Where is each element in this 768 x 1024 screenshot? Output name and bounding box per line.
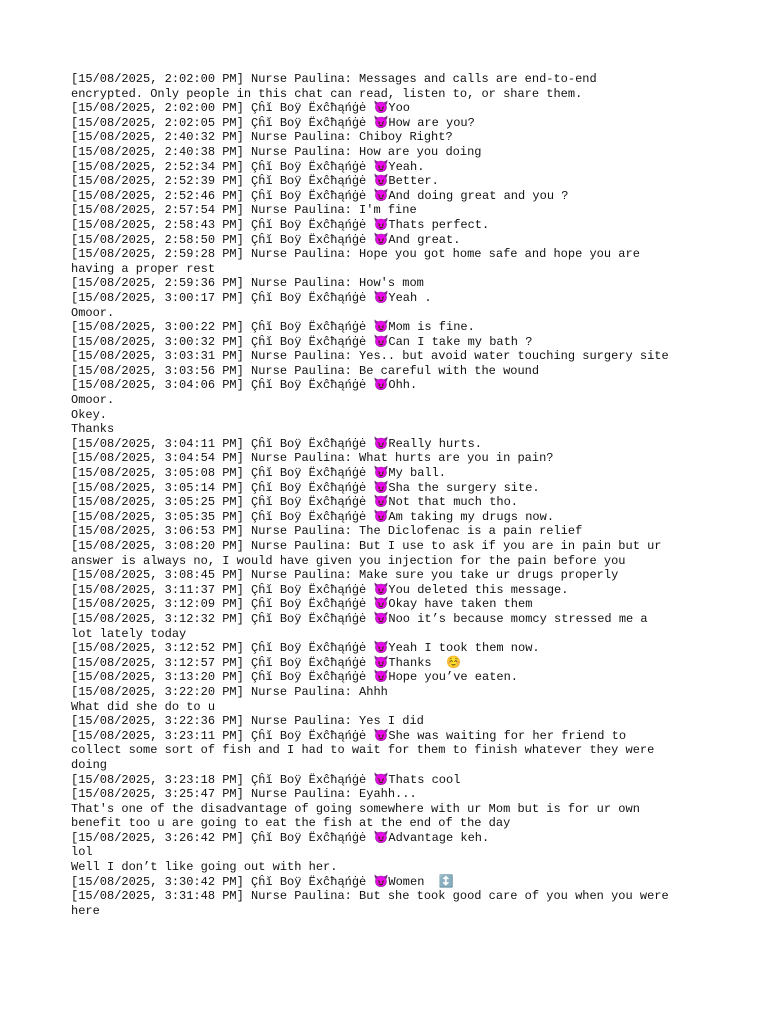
transcript-line: That's one of the disadvantage of going somewhere with ur Mom but is for ur own <box>71 801 640 816</box>
transcript-line: [15/08/2025, 3:23:18 PM] Çĥĭ Boÿ Ëxĉħąńġė 😈Thats cool <box>71 772 461 787</box>
transcript-line: [15/08/2025, 3:11:37 PM] Çĥĭ Boÿ Ëxĉħąńġė 😈You deleted this message. <box>71 582 569 597</box>
chat-transcript <box>71 72 711 918</box>
transcript-line: [15/08/2025, 3:03:31 PM] Nurse Paulina: Yes.. but avoid water touching surgery site <box>71 349 669 364</box>
transcript-line: [15/08/2025, 3:04:54 PM] Nurse Paulina: What hurts are you in pain? <box>71 451 554 466</box>
transcript-line: [15/08/2025, 3:00:17 PM] Çĥĭ Boÿ Ëxĉħąńġė 😈Yeah . <box>71 290 432 305</box>
transcript-line: here <box>71 903 100 918</box>
transcript-line: [15/08/2025, 3:00:32 PM] Çĥĭ Boÿ Ëxĉħąńġė 😈Can I take my bath ? <box>71 334 533 349</box>
transcript-line: lot lately today <box>71 626 187 641</box>
transcript-line: [15/08/2025, 2:52:34 PM] Çĥĭ Boÿ Ëxĉħąńġė 😈Yeah. <box>71 159 425 174</box>
transcript-line: [15/08/2025, 3:03:56 PM] Nurse Paulina: Be careful with the wound <box>71 363 540 378</box>
transcript-line: [15/08/2025, 2:58:43 PM] Çĥĭ Boÿ Ëxĉħąńġė 😈Thats perfect. <box>71 217 490 232</box>
transcript-line: benefit too u are going to eat the fish at the end of the day <box>71 816 511 831</box>
transcript-line: [15/08/2025, 3:23:11 PM] Çĥĭ Boÿ Ëxĉħąńġė 😈She was waiting for her friend to <box>71 728 627 743</box>
transcript-line: Okey. <box>71 407 108 422</box>
transcript-line: [15/08/2025, 2:40:38 PM] Nurse Paulina: How are you doing <box>71 144 482 159</box>
transcript-line: What did she do to u <box>71 699 216 714</box>
transcript-line: Thanks <box>71 422 115 437</box>
transcript-line: answer is always no, I would have given you injection for the pain before you <box>71 553 626 568</box>
transcript-line: Omoor. <box>71 393 115 408</box>
transcript-line: [15/08/2025, 3:04:06 PM] Çĥĭ Boÿ Ëxĉħąńġė 😈Ohh. <box>71 378 418 393</box>
transcript-line: [15/08/2025, 3:05:35 PM] Çĥĭ Boÿ Ëxĉħąńġė 😈Am taking my drugs now. <box>71 509 555 524</box>
transcript-line: doing <box>71 757 108 772</box>
transcript-line: [15/08/2025, 3:12:57 PM] Çĥĭ Boÿ Ëxĉħąńġė 😈Thanks ☺️ <box>71 655 461 670</box>
transcript-line: [15/08/2025, 2:59:28 PM] Nurse Paulina: Hope you got home safe and hope you are <box>71 247 640 262</box>
transcript-line: Well I don’t like going out with her. <box>71 860 338 875</box>
transcript-line: [15/08/2025, 2:59:36 PM] Nurse Paulina: How's mom <box>71 276 424 291</box>
transcript-line: [15/08/2025, 3:05:14 PM] Çĥĭ Boÿ Ëxĉħąńġė 😈Sha the surgery site. <box>71 480 540 495</box>
transcript-line: [15/08/2025, 2:02:00 PM] Çĥĭ Boÿ Ëxĉħąńġė 😈Yoo <box>71 101 410 116</box>
transcript-line: [15/08/2025, 3:06:53 PM] Nurse Paulina: The Diclofenac is a pain relief <box>71 524 583 539</box>
transcript-line: [15/08/2025, 2:52:39 PM] Çĥĭ Boÿ Ëxĉħąńġė 😈Better. <box>71 174 439 189</box>
transcript-line: having a proper rest <box>71 261 216 276</box>
transcript-line: [15/08/2025, 3:08:45 PM] Nurse Paulina: Make sure you take ur drugs properly <box>71 568 619 583</box>
transcript-line: [15/08/2025, 2:52:46 PM] Çĥĭ Boÿ Ëxĉħąńġė 😈And doing great and you ? <box>71 188 569 203</box>
transcript-line: Omoor. <box>71 305 115 320</box>
transcript-line: [15/08/2025, 3:30:42 PM] Çĥĭ Boÿ Ëxĉħąńġė 😈Women ↕️ <box>71 874 454 889</box>
transcript-line: [15/08/2025, 2:57:54 PM] Nurse Paulina: I'm fine <box>71 203 417 218</box>
transcript-line: [15/08/2025, 2:02:05 PM] Çĥĭ Boÿ Ëxĉħąńġė 😈How are you? <box>71 115 475 130</box>
transcript-line: encrypted. Only people in this chat can read, listen to, or share them. <box>71 86 583 101</box>
transcript-line: [15/08/2025, 2:02:00 PM] Nurse Paulina: Messages and calls are end-to-end <box>71 72 597 86</box>
transcript-line: [15/08/2025, 3:05:25 PM] Çĥĭ Boÿ Ëxĉħąńġė 😈Not that much tho. <box>71 495 519 510</box>
transcript-line: [15/08/2025, 3:12:32 PM] Çĥĭ Boÿ Ëxĉħąńġė 😈Noo it’s because momcy stressed me a <box>71 611 648 626</box>
transcript-line: [15/08/2025, 3:12:52 PM] Çĥĭ Boÿ Ëxĉħąńġė 😈Yeah I took them now. <box>71 641 540 656</box>
transcript-line: lol <box>71 845 93 860</box>
transcript-line: [15/08/2025, 3:05:08 PM] Çĥĭ Boÿ Ëxĉħąńġė 😈My ball. <box>71 466 446 481</box>
transcript-line: [15/08/2025, 3:26:42 PM] Çĥĭ Boÿ Ëxĉħąńġė 😈Advantage keh. <box>71 830 490 845</box>
transcript-line: [15/08/2025, 2:40:32 PM] Nurse Paulina: Chiboy Right? <box>71 130 453 145</box>
transcript-line: [15/08/2025, 3:08:20 PM] Nurse Paulina: But I use to ask if you are in pain but ur <box>71 539 662 553</box>
transcript-line: [15/08/2025, 3:04:11 PM] Çĥĭ Boÿ Ëxĉħąńġė 😈Really hurts. <box>71 436 483 451</box>
transcript-line: [15/08/2025, 2:58:50 PM] Çĥĭ Boÿ Ëxĉħąńġė 😈And great. <box>71 232 461 247</box>
transcript-line: [15/08/2025, 3:31:48 PM] Nurse Paulina: But she took good care of you when you were <box>71 889 669 904</box>
transcript-line: [15/08/2025, 3:22:20 PM] Nurse Paulina: Ahhh <box>71 684 388 699</box>
transcript-line: [15/08/2025, 3:12:09 PM] Çĥĭ Boÿ Ëxĉħąńġė 😈Okay have taken them <box>71 597 533 612</box>
transcript-line: collect some sort of fish and I had to wait for them to finish whatever they were <box>71 743 655 758</box>
transcript-line: [15/08/2025, 3:25:47 PM] Nurse Paulina: Eyahh... <box>71 787 417 802</box>
transcript-line: [15/08/2025, 3:00:22 PM] Çĥĭ Boÿ Ëxĉħąńġė 😈Mom is fine. <box>71 320 475 335</box>
transcript-line: [15/08/2025, 3:13:20 PM] Çĥĭ Boÿ Ëxĉħąńġė 😈Hope you’ve eaten. <box>71 670 519 685</box>
transcript-line: [15/08/2025, 3:22:36 PM] Nurse Paulina: Yes I did <box>71 714 424 729</box>
